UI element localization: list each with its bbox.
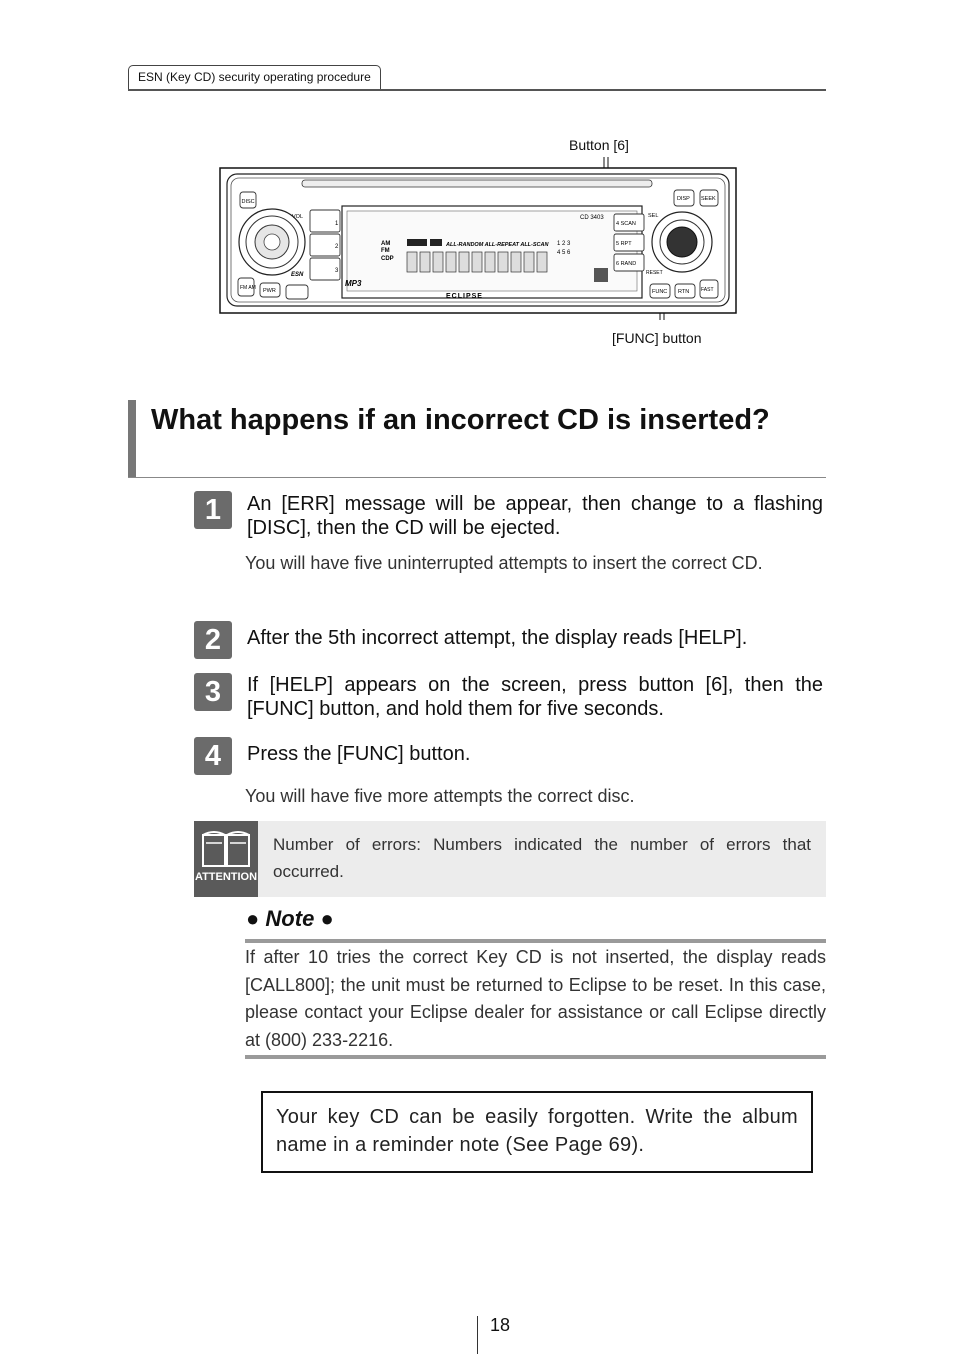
step-4-text: Press the [FUNC] button. xyxy=(247,743,471,765)
note-top-rule xyxy=(245,939,826,943)
eclipse-logo: ECLIPSE xyxy=(446,293,483,300)
cdp-text: CDP xyxy=(381,256,394,262)
note-text: If after 10 tries the correct Key CD is not inserted, the display reads [CALL800]; the unit must be returned to Eclipse to be reset. In this case, please contact your Eclipse dealer for assistance or call Eclipse directly at (800) 233-2216. xyxy=(245,947,826,1050)
preset-2-text: 2 xyxy=(335,244,339,250)
heading-accent-bar xyxy=(128,400,136,478)
step-1-subtext: You will have five uninterrupted attempts to insert the correct CD. xyxy=(245,553,763,573)
reminder-box: Your key CD can be easily forgotten. Write the album name in a reminder note (See Page 69). xyxy=(261,1091,813,1173)
vol-text: VOL xyxy=(292,214,304,220)
step-2-text: After the 5th incorrect attempt, the display reads [HELP]. xyxy=(247,627,748,649)
car-stereo-illustration xyxy=(214,150,744,320)
fm-am-text: FM AM xyxy=(240,285,256,291)
fast-text: FAST xyxy=(701,287,714,293)
book-icon xyxy=(194,821,258,871)
scan-text: 4 SCAN xyxy=(616,221,636,227)
section-heading: What happens if an incorrect CD is inserted? xyxy=(151,404,770,436)
rand-text: 6 RAND xyxy=(616,261,637,267)
note-title xyxy=(246,906,334,932)
func-button-label: [FUNC] button xyxy=(612,330,702,346)
attention-icon xyxy=(194,821,258,897)
seek-text: SEEK xyxy=(701,196,716,202)
page-number: 18 xyxy=(490,1315,511,1335)
fm-text: FM xyxy=(381,248,390,254)
step-4-number: 4 xyxy=(194,737,232,775)
step-1-number: 1 xyxy=(194,491,232,529)
page-number-rule xyxy=(477,1316,478,1354)
header-tab: ESN (Key CD) security operating procedure xyxy=(128,65,381,90)
preset-1-text: 1 xyxy=(335,221,339,227)
step-1-text: An [ERR] message will be appear, then change to a flashing [DISC], then the CD will be ejected. xyxy=(247,493,823,539)
rpt-text: 5 RPT xyxy=(616,241,632,247)
display-presets-bottom: 4 5 6 xyxy=(557,250,571,256)
button6-label: Button [6] xyxy=(569,137,629,153)
sel-text: SEL xyxy=(648,213,659,219)
header-rule xyxy=(128,89,826,91)
preset-3-text: 3 xyxy=(335,268,339,274)
note-title-text: Note xyxy=(265,906,315,931)
model-text: CD 3403 xyxy=(580,215,604,221)
pwr-text: PWR xyxy=(263,288,276,294)
heading-rule xyxy=(128,477,826,478)
attention-text: Number of errors: Numbers indicated the number of errors that occurred. xyxy=(273,835,811,881)
step-4-subtext: You will have five more attempts the correct disc. xyxy=(245,786,635,806)
step-3-number: 3 xyxy=(194,673,232,711)
am-text: AM xyxy=(381,241,391,247)
step-2-number: 2 xyxy=(194,621,232,659)
note-bullet-left: ● xyxy=(246,906,260,931)
func-text: FUNC xyxy=(652,289,668,295)
step-3-text: If [HELP] appears on the screen, press button [6], then the [FUNC] button, and hold them for five seconds. xyxy=(247,674,823,720)
disc-button-text: DISC xyxy=(241,199,255,205)
attention-label: ATTENTION xyxy=(194,871,258,883)
display-modes-text: ALL-RANDOM ALL-REPEAT ALL-SCAN xyxy=(446,242,549,248)
reset-text: RESET xyxy=(646,270,663,276)
mp3-logo: MP3 xyxy=(345,279,362,288)
note-bottom-rule xyxy=(245,1055,826,1059)
display-presets-top: 1 2 3 xyxy=(557,241,571,247)
note-bullet-right: ● xyxy=(320,906,334,931)
disp-text: DISP xyxy=(677,196,690,202)
rtn-text: RTN xyxy=(678,289,690,295)
esn-text: ESN xyxy=(291,272,304,278)
